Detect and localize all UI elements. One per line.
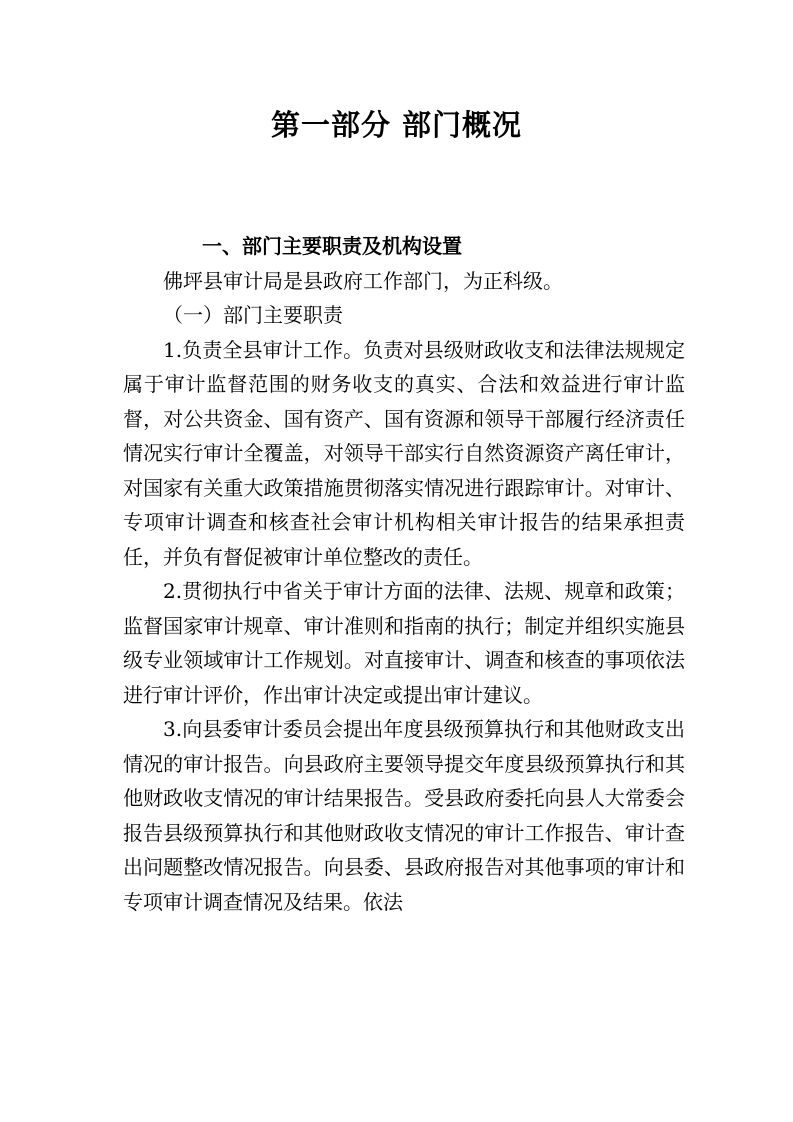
intro-paragraph: 佛坪县审计局是县政府工作部门，为正科级。 [163,268,563,293]
paragraph-3: 3.向县委审计委员会提出年度县级预算执行和其他财政支出情况的审计报告。向县政府主要领导提交年度县级预算执行和其他财政收支情况的审计结果报告。受县政府委托向县人大常委会报告县级预算执行和其他财政收支情况的审计工作报告、审计查出问题整改情况报告。向县委、县政府报告对其他事项的审计和专项审计调查情况及结果。依法 [123,717,685,914]
paragraph-2: 2.贯彻执行中省关于审计方面的法律、法规、规章和政策；监督国家审计规章、审计准则和指南的执行；制定并组织实施县级专业领域审计工作规划。对直接审计、调查和核查的事项依法进行审计评价，作出审计决定或提出审计建议。 [123,579,685,707]
document-body [123,229,685,919]
page-title: 第一部分 部门概况 [270,108,523,142]
section-heading: 一、部门主要职责及机构设置 [202,234,462,258]
subsection-heading: （一）部门主要职责 [163,303,343,327]
paragraph-1: 1.负责全县审计工作。负责对县级财政收支和法律法规规定属于审计监督范围的财务收支的真实、合法和效益进行审计监督，对公共资金、国有资产、国有资源和领导干部履行经济责任情况实行审计全覆盖，对领导干部实行自然资源资产离任审计，对国家有关重大政策措施贯彻落实情况进行跟踪审计。对审计、专项审计调查和核查社会审计机构相关审计报告的结果承担责任，并负有督促被审计单位整改的责任。 [123,337,685,569]
